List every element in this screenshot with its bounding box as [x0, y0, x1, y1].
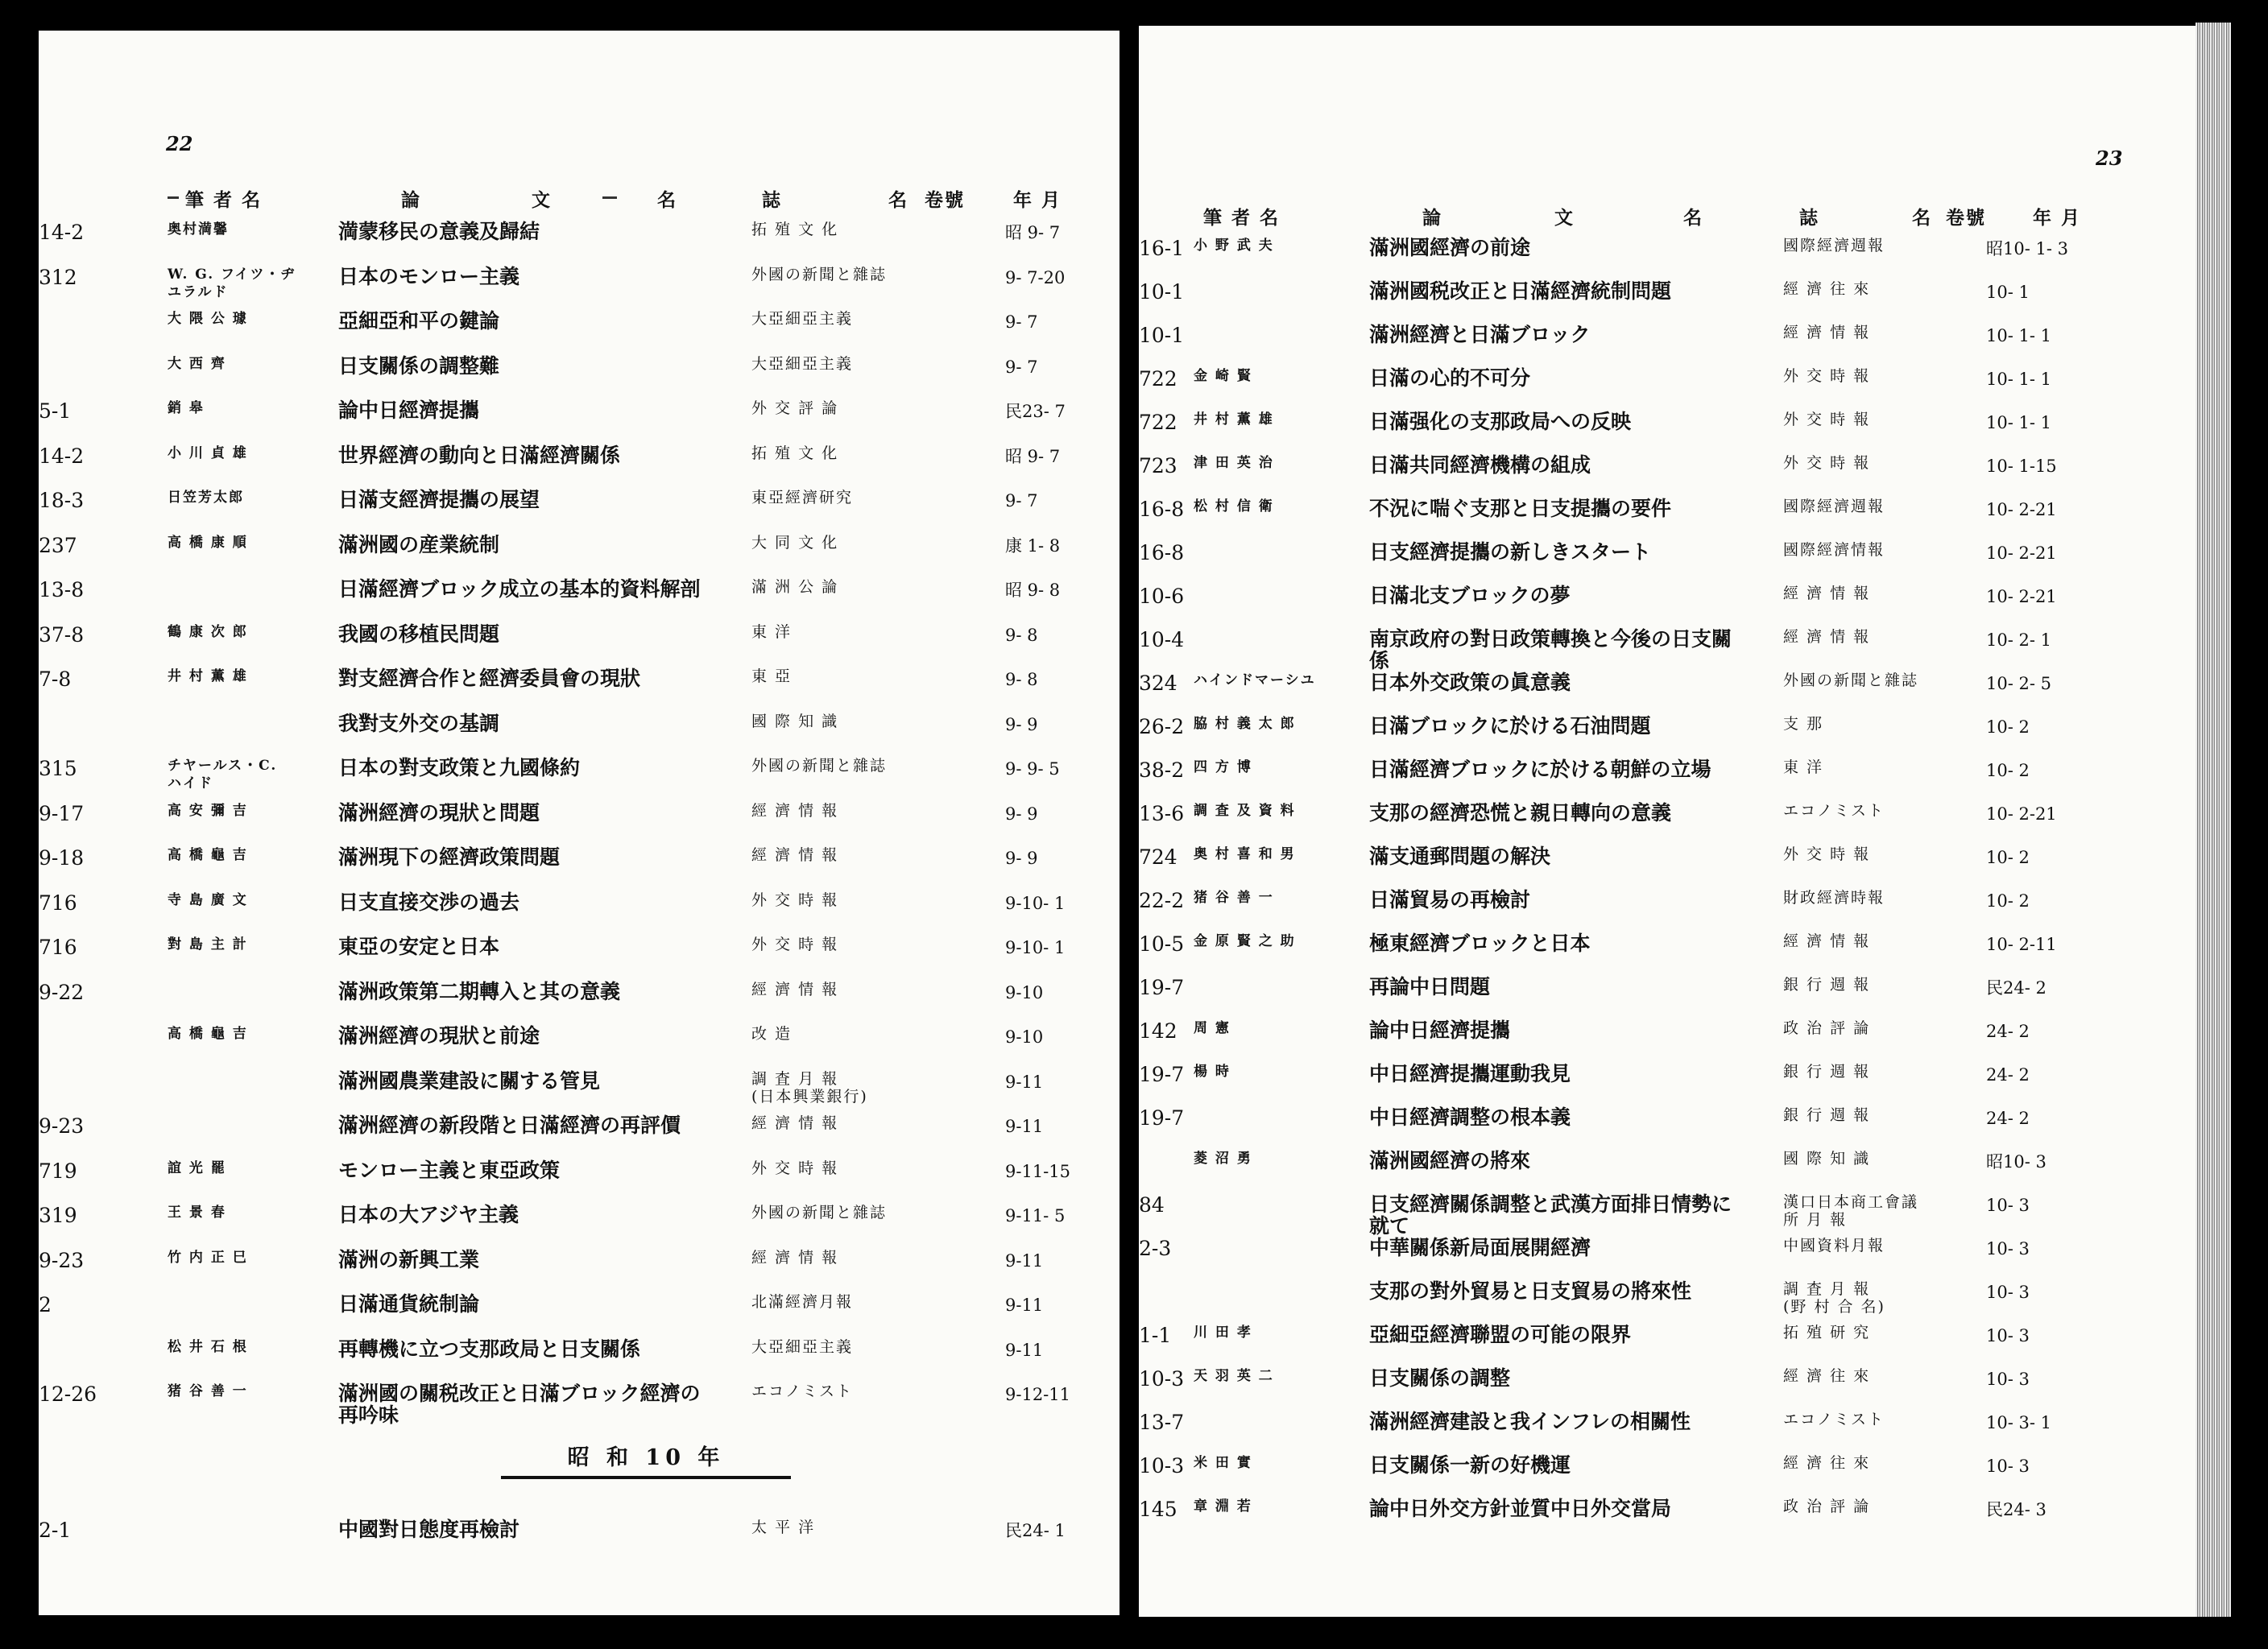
author-cell: 鶴 康 次 郎 [168, 623, 248, 640]
volume-cell: 142 [1139, 1019, 1177, 1043]
author-cell: 調 査 及 資 料 [1194, 803, 1296, 819]
header-title-b: 文 [1554, 207, 1575, 229]
header-journal-a: 誌 [762, 189, 782, 211]
journal-cell: 大 同 文 化 [751, 533, 839, 552]
author-cell: 猪 谷 善 一 [1194, 890, 1274, 906]
journal-cell: 經 濟 情 報 [1783, 932, 1871, 950]
journal-cell: エコノミスト [751, 1382, 854, 1400]
date-cell: 9-11 [1005, 1340, 1044, 1360]
title-cell: 日本の對支政策と九國條約 [338, 756, 581, 779]
date-cell: 9-11-15 [1005, 1161, 1070, 1181]
author-cell: 大 隈 公 璩 [168, 311, 248, 327]
journal-cell: 外 交 時 報 [751, 936, 839, 953]
author-cell: 寺 島 廣 文 [168, 891, 248, 908]
date-cell: 9-10 [1005, 1027, 1044, 1047]
author-cell: 四 方 博 [1194, 759, 1252, 775]
title-cell: 満蒙移民の意義及歸結 [338, 220, 540, 243]
title-cell: 滿洲經濟の現狀と前途 [338, 1024, 540, 1048]
title-cell: 滿洲國農業建設に關する管見 [338, 1068, 601, 1093]
title-cell: 日支關係の調整難 [338, 353, 500, 378]
volume-cell: 10-4 [1139, 628, 1185, 651]
date-cell: 9-11 [1005, 1250, 1044, 1271]
author-cell: 高 橋 康 順 [168, 534, 248, 551]
volume-cell: 10-1 [1139, 324, 1185, 347]
date-cell: 9-11 [1005, 1117, 1044, 1136]
author-cell: 高 橋 龜 吉 [168, 847, 248, 863]
title-cell: 不況に喘ぐ支那と日支提攜の要件 [1369, 497, 1672, 520]
title-cell: 日滿北支ブロックの夢 [1369, 584, 1571, 607]
volume-cell: 9-23 [39, 1248, 85, 1272]
title-cell: 日支直接交渉の過去 [338, 890, 520, 914]
title-cell: 日滿共同經濟機構の組成 [1369, 453, 1591, 477]
date-cell: 10- 1- 1 [1986, 370, 2051, 389]
volume-cell: 13-8 [39, 578, 85, 601]
date-cell: 10- 2 [1986, 848, 2030, 867]
journal-cell: 外國の新聞と雜誌 [1783, 672, 1919, 689]
volume-cell: 38-2 [1139, 758, 1185, 782]
journal-cell: 經 濟 往 來 [1783, 1367, 1871, 1385]
date-cell: 10- 3 [1986, 1239, 2030, 1258]
journal-cell: 經 濟 情 報 [1783, 324, 1871, 341]
header-title-a: 論 [1422, 207, 1442, 229]
journal-cell: 外 交 時 報 [751, 891, 839, 909]
author-cell: 菱 沼 勇 [1194, 1151, 1252, 1167]
journal-cell: 調 査 月 報 (野 村 合 名) [1783, 1280, 1885, 1316]
title-cell: 日本外交政策の眞意義 [1369, 671, 1571, 694]
volume-cell: 723 [1139, 454, 1177, 477]
journal-cell: 外 交 評 論 [751, 399, 839, 417]
volume-cell: 10-5 [1139, 932, 1185, 956]
title-cell: 滿洲國の關税改正と日滿ブロック經濟の 再吟味 [338, 1382, 701, 1427]
journal-cell: 拓 殖 文 化 [751, 221, 839, 238]
title-cell: 論中日經濟提攜 [338, 399, 480, 422]
title-cell: 亞細亞和平の鍵論 [338, 309, 500, 333]
volume-cell: 1-1 [1139, 1324, 1172, 1347]
author-cell: 金 崎 賢 [1194, 368, 1252, 384]
title-cell: 滿洲經濟の現狀と問題 [338, 800, 540, 824]
year-heading: 昭 和 10 年 [501, 1440, 791, 1479]
journal-cell: 改 造 [751, 1025, 793, 1043]
date-cell: 昭10- 3 [1986, 1152, 2047, 1172]
date-cell: 10- 2- 5 [1986, 674, 2051, 693]
date-cell: 10- 2-21 [1986, 587, 2057, 606]
title-cell: 日滿の心的不可分 [1369, 366, 1531, 390]
journal-cell: 北滿經濟月報 [751, 1293, 854, 1311]
journal-cell: 東 洋 [1783, 758, 1824, 776]
title-cell: 中國對日態度再檢討 [338, 1518, 520, 1541]
volume-cell: 9-23 [39, 1114, 85, 1138]
title-cell: 滿洲國經濟の將來 [1369, 1149, 1531, 1172]
author-cell: 小 野 武 夫 [1194, 238, 1274, 254]
journal-cell: 滿 洲 公 論 [751, 578, 839, 596]
volume-cell: 237 [39, 533, 77, 557]
journal-cell: 國際經濟情報 [1783, 541, 1885, 559]
date-cell: 9-12-11 [1005, 1385, 1070, 1404]
journal-cell: 經 濟 情 報 [751, 980, 839, 998]
journal-cell: 大亞細亞主義 [751, 354, 854, 373]
date-cell: 9- 9- 5 [1005, 759, 1060, 779]
title-cell: 日滿貿易の再檢討 [1369, 888, 1531, 911]
author-cell: 對 島 主 計 [168, 936, 248, 953]
journal-cell: 外 交 時 報 [751, 1159, 839, 1177]
author-cell: 猪 谷 善 一 [168, 1383, 248, 1399]
date-cell: 9-11 [1005, 1072, 1044, 1092]
title-cell: 極東經濟ブロックと日本 [1369, 932, 1591, 955]
date-cell: 民24- 2 [1986, 978, 2047, 998]
journal-cell: 東 洋 [751, 622, 793, 641]
journal-cell: 拓 殖 文 化 [751, 444, 839, 462]
journal-cell: 國際經濟週報 [1783, 498, 1885, 515]
header-dash [168, 196, 179, 199]
title-cell: 日滿通貨統制論 [338, 1292, 480, 1316]
journal-cell: 大亞細亞主義 [751, 1337, 854, 1356]
title-cell: 我對支外交の基調 [338, 711, 500, 735]
volume-cell: 10-3 [1139, 1367, 1185, 1391]
title-cell: 日本のモンロー主義 [338, 264, 520, 288]
journal-cell: 外 交 時 報 [1783, 845, 1871, 863]
date-cell: 10- 3- 1 [1986, 1413, 2051, 1432]
journal-cell: 外 交 時 報 [1783, 411, 1871, 428]
title-cell: 日支關係一新の好機運 [1369, 1453, 1571, 1477]
right-page-edge [2196, 23, 2231, 1617]
title-cell: 我國の移植民問題 [338, 622, 500, 646]
volume-cell: 2 [39, 1293, 52, 1316]
volume-cell: 719 [39, 1159, 77, 1183]
date-cell: 9- 7 [1005, 357, 1038, 377]
author-cell: 天 羽 英 二 [1194, 1368, 1274, 1384]
journal-cell: 政 治 評 論 [1783, 1019, 1871, 1037]
author-cell: 松 井 石 根 [168, 1338, 248, 1355]
date-cell: 10- 3 [1986, 1196, 2030, 1215]
title-cell: 南京政府の對日政策轉換と今後の日支關 係 [1369, 627, 1732, 672]
title-cell: 世界經濟の動向と日滿經濟關係 [338, 443, 621, 467]
journal-cell: 調 査 月 報 (日本興業銀行) [751, 1069, 868, 1106]
journal-cell: エコノミスト [1783, 802, 1885, 820]
title-cell: 論中日外交方針並質中日外交當局 [1369, 1497, 1672, 1520]
header-journal-b: 名 [888, 189, 908, 211]
date-cell: 康 1- 8 [1005, 535, 1061, 556]
author-cell: 日笠芳太郎 [168, 490, 244, 506]
date-cell: 民24- 1 [1005, 1521, 1066, 1540]
journal-cell: 經 濟 情 報 [751, 846, 839, 864]
date-cell: 10- 1- 1 [1986, 326, 2051, 345]
volume-cell: 2-1 [39, 1519, 72, 1542]
date-cell: 9-10 [1005, 982, 1044, 1002]
title-cell: 滿洲國税改正と日滿經濟統制問題 [1369, 279, 1672, 303]
title-cell: 日滿强化の支那政局への反映 [1369, 410, 1632, 433]
author-cell: 井 村 薫 雄 [1194, 411, 1274, 428]
volume-cell: 7-8 [39, 667, 72, 691]
date-cell: 10- 1 [1986, 283, 2030, 302]
title-cell: 對支經濟合作と經濟委員會の現狀 [338, 667, 641, 690]
header-date: 年 月 [2033, 207, 2082, 229]
title-cell: モンロー主義と東亞政策 [338, 1158, 561, 1182]
volume-cell: 9-18 [39, 846, 85, 870]
volume-cell: 716 [39, 891, 77, 915]
date-cell: 9-10- 1 [1005, 938, 1066, 957]
date-cell: 10- 3 [1986, 1283, 2030, 1302]
title-cell: 再轉機に立つ支那政局と日支關係 [338, 1337, 641, 1361]
title-cell: 中日經濟調整の根本義 [1369, 1106, 1571, 1129]
date-cell: 昭10- 1- 3 [1986, 239, 2068, 258]
volume-cell: 19-7 [1139, 1106, 1185, 1130]
journal-cell: 經 濟 情 報 [1783, 585, 1871, 602]
author-cell: 章 淵 若 [1194, 1498, 1252, 1515]
date-cell: 10- 2-21 [1986, 500, 2057, 519]
date-cell: 10- 3 [1986, 1370, 2030, 1389]
title-cell: 中華關係新局面展開經濟 [1369, 1236, 1591, 1259]
author-cell: 松 村 信 衛 [1194, 498, 1274, 515]
volume-cell: 13-7 [1139, 1411, 1185, 1434]
journal-cell: 漢口日本商工會議 所 月 報 [1783, 1193, 1919, 1229]
volume-cell: 9-22 [39, 980, 85, 1004]
date-cell: 9- 8 [1005, 625, 1038, 645]
date-cell: 10- 2 [1986, 717, 2030, 737]
journal-cell: 國 際 知 識 [751, 712, 839, 730]
date-cell: 9- 9 [1005, 804, 1038, 824]
date-cell: 民23- 7 [1005, 402, 1066, 421]
title-cell: 論中日經濟提攜 [1369, 1019, 1511, 1042]
volume-cell: 716 [39, 936, 77, 959]
date-cell: 9- 8 [1005, 670, 1038, 689]
title-cell: 日滿經濟ブロックに於ける朝鮮の立場 [1369, 758, 1711, 781]
title-cell: 日滿支經濟提攜の展望 [338, 488, 540, 511]
header-title-b: 文 [532, 189, 552, 211]
page-number: 23 [2096, 147, 2123, 170]
left-page [39, 31, 1120, 1615]
date-cell: 10- 2 [1986, 891, 2030, 911]
date-cell: 9- 7 [1005, 491, 1038, 510]
journal-cell: 中國資料月報 [1783, 1237, 1885, 1254]
author-cell: ハインドマーシユ [1194, 672, 1316, 688]
author-cell: 津 田 英 治 [1194, 455, 1274, 471]
title-cell: 滿洲經濟建設と我インフレの相關性 [1369, 1410, 1691, 1433]
journal-cell: 政 治 評 論 [1783, 1498, 1871, 1515]
title-cell: 滿洲國經濟の前途 [1369, 236, 1531, 259]
header-dash [602, 196, 617, 199]
volume-cell: 324 [1139, 672, 1177, 695]
volume-cell: 19-7 [1139, 976, 1185, 999]
author-cell: 奥村満馨 [168, 221, 229, 238]
journal-cell: 國 際 知 識 [1783, 1150, 1871, 1168]
journal-cell: 東亞經濟研究 [751, 489, 854, 506]
journal-cell: 外 交 時 報 [1783, 454, 1871, 472]
volume-cell: 12-26 [39, 1382, 97, 1406]
title-cell: 日本の大アジヤ主義 [338, 1203, 519, 1226]
volume-cell: 10-6 [1139, 585, 1185, 608]
volume-cell: 312 [39, 265, 77, 289]
title-cell: 日滿經濟ブロック成立の基本的資料解剖 [338, 577, 701, 601]
date-cell: 10- 2 [1986, 761, 2030, 780]
title-cell: 滿洲經濟と日滿ブロック [1369, 323, 1591, 346]
journal-cell: 國際經濟週報 [1783, 237, 1885, 254]
author-cell: チヤールス・C. ハイド [168, 758, 278, 791]
volume-cell: 319 [39, 1204, 77, 1227]
right-page [1139, 26, 2196, 1617]
author-cell: 井 村 薫 雄 [168, 668, 248, 684]
volume-cell: 722 [1139, 411, 1177, 434]
journal-cell: 銀 行 週 報 [1783, 1106, 1871, 1124]
author-cell: 銷 皋 [168, 400, 205, 416]
title-cell: 滿洲現下の經濟政策問題 [338, 845, 561, 869]
volume-cell: 19-7 [1139, 1063, 1185, 1086]
journal-cell: 外 交 時 報 [1783, 367, 1871, 385]
date-cell: 24- 2 [1986, 1109, 2030, 1128]
author-cell: 竹 内 正 巳 [168, 1249, 248, 1266]
volume-cell: 5-1 [39, 399, 72, 423]
header-author: 筆 者 名 [1203, 207, 1281, 229]
header-title-c: 名 [657, 189, 677, 211]
author-cell: 周 憲 [1194, 1020, 1231, 1036]
author-cell: 大 西 齊 [168, 355, 226, 372]
volume-cell: 84 [1139, 1193, 1165, 1217]
volume-cell: 145 [1139, 1498, 1177, 1521]
journal-cell: 經 濟 往 來 [1783, 1454, 1871, 1472]
header-journal-a: 誌 [1799, 207, 1819, 229]
date-cell: 24- 2 [1986, 1065, 2030, 1085]
date-cell: 9- 9 [1005, 849, 1038, 868]
header-date: 年 月 [1013, 189, 1062, 211]
author-cell: 誼 光 罷 [168, 1159, 226, 1176]
journal-cell: 太 平 洋 [751, 1519, 816, 1536]
date-cell: 昭 9- 7 [1005, 223, 1061, 242]
author-cell: 脇 村 義 太 郎 [1194, 716, 1296, 732]
page-number: 22 [166, 132, 193, 155]
journal-cell: 支 那 [1783, 715, 1824, 733]
title-cell: 滿支通郵問題の解決 [1369, 845, 1551, 868]
title-cell: 支那の對外貿易と日支貿易の將來性 [1369, 1279, 1692, 1303]
journal-cell: 銀 行 週 報 [1783, 976, 1871, 994]
title-cell: 滿洲政策第二期轉入と其の意義 [338, 979, 621, 1003]
author-cell: 高 安 彌 吉 [168, 802, 248, 819]
journal-cell: 外國の新聞と雜誌 [751, 1204, 888, 1221]
title-cell: 東亞の安定と日本 [338, 935, 500, 958]
title-cell: 滿洲國の産業統制 [338, 532, 500, 556]
journal-cell: 經 濟 情 報 [751, 801, 839, 820]
volume-cell: 37-8 [39, 622, 85, 647]
volume-cell: 10-3 [1139, 1454, 1185, 1477]
date-cell: 9-10- 1 [1005, 893, 1066, 913]
volume-cell: 10-1 [1139, 280, 1185, 304]
journal-cell: 財政經濟時報 [1783, 889, 1885, 907]
date-cell: 9-11 [1005, 1296, 1044, 1315]
journal-cell: 經 濟 情 報 [751, 1114, 839, 1132]
journal-cell: 外國の新聞と雜誌 [751, 265, 888, 283]
author-cell: 王 景 春 [168, 1205, 226, 1221]
volume-cell: 315 [39, 757, 77, 780]
date-cell: 10- 3 [1986, 1457, 2030, 1476]
author-cell: 金 原 賢 之 助 [1194, 933, 1296, 949]
journal-cell: 經 濟 情 報 [751, 1248, 839, 1267]
header-author: 筆 者 名 [185, 189, 263, 211]
title-cell: 再論中日問題 [1369, 975, 1491, 998]
volume-cell: 722 [1139, 367, 1177, 391]
title-cell: 中日經濟提攜運動我見 [1369, 1062, 1571, 1085]
journal-cell: 外國の新聞と雜誌 [751, 757, 888, 775]
date-cell: 10- 1- 1 [1986, 413, 2051, 432]
volume-cell: 14-2 [39, 221, 85, 244]
title-cell: 滿洲經濟の新段階と日滿經濟の再評價 [338, 1114, 681, 1137]
date-cell: 昭 9- 7 [1005, 446, 1061, 466]
volume-cell: 14-2 [39, 444, 85, 468]
author-cell: 高 橋 龜 吉 [168, 1026, 248, 1042]
title-cell: 日支經濟關係調整と武漢方面排日情勢に 就て [1369, 1192, 1732, 1238]
date-cell: 10- 2-21 [1986, 543, 2057, 563]
date-cell: 10- 2- 1 [1986, 630, 2051, 650]
date-cell: 24- 2 [1986, 1022, 2030, 1041]
date-cell: 10- 2-11 [1986, 935, 2057, 954]
volume-cell: 9-17 [39, 801, 85, 825]
volume-cell: 18-3 [39, 489, 85, 512]
volume-cell: 13-6 [1139, 802, 1185, 825]
author-cell: 米 田 實 [1194, 1455, 1252, 1471]
journal-cell: 銀 行 週 報 [1783, 1063, 1871, 1081]
journal-cell: 東 亞 [751, 667, 793, 685]
author-cell: 小 川 貞 雄 [168, 444, 248, 461]
volume-cell: 2-3 [1139, 1237, 1172, 1260]
date-cell: 10- 1-15 [1986, 457, 2057, 476]
title-cell: 滿洲の新興工業 [338, 1247, 480, 1271]
date-cell: 9- 7-20 [1005, 267, 1066, 287]
journal-cell: 拓 殖 研 究 [1783, 1324, 1871, 1341]
journal-cell: 經 濟 情 報 [1783, 628, 1871, 646]
author-cell: 川 田 孝 [1194, 1325, 1252, 1341]
date-cell: 10- 2-21 [1986, 804, 2057, 824]
header-title-a: 論 [401, 189, 421, 211]
volume-cell: 22-2 [1139, 889, 1185, 912]
title-cell: 日支經濟提攜の新しきスタート [1369, 540, 1652, 564]
header-volume: 卷號 [925, 189, 965, 211]
date-cell: 昭 9- 8 [1005, 581, 1061, 600]
date-cell: 9-11- 5 [1005, 1206, 1066, 1225]
journal-cell: エコノミスト [1783, 1411, 1885, 1428]
header-volume: 卷號 [1946, 207, 1986, 229]
volume-cell: 16-8 [1139, 498, 1185, 521]
author-cell: 楊 時 [1194, 1064, 1231, 1080]
title-cell: 亞細亞經濟聯盟の可能の限界 [1369, 1323, 1632, 1346]
volume-cell: 724 [1139, 845, 1177, 869]
journal-cell: 大亞細亞主義 [751, 310, 854, 328]
title-cell: 支那の經濟恐慌と親日轉向の意義 [1369, 801, 1672, 824]
date-cell: 9- 7 [1005, 312, 1038, 332]
header-title-c: 名 [1683, 207, 1703, 229]
title-cell: 日支關係の調整 [1369, 1366, 1511, 1390]
date-cell: 10- 3 [1986, 1326, 2030, 1345]
volume-cell: 16-1 [1139, 237, 1185, 260]
volume-cell: 16-8 [1139, 541, 1185, 564]
date-cell: 民24- 3 [1986, 1500, 2047, 1519]
author-cell: W. G. フイツ・ヂ ユラルド [168, 266, 296, 300]
journal-cell: 經 濟 往 來 [1783, 280, 1871, 298]
header-journal-b: 名 [1912, 207, 1932, 229]
volume-cell: 26-2 [1139, 715, 1185, 738]
title-cell: 日滿ブロックに於ける石油問題 [1369, 714, 1651, 738]
date-cell: 9- 9 [1005, 714, 1038, 734]
author-cell: 奥 村 喜 和 男 [1194, 846, 1296, 862]
